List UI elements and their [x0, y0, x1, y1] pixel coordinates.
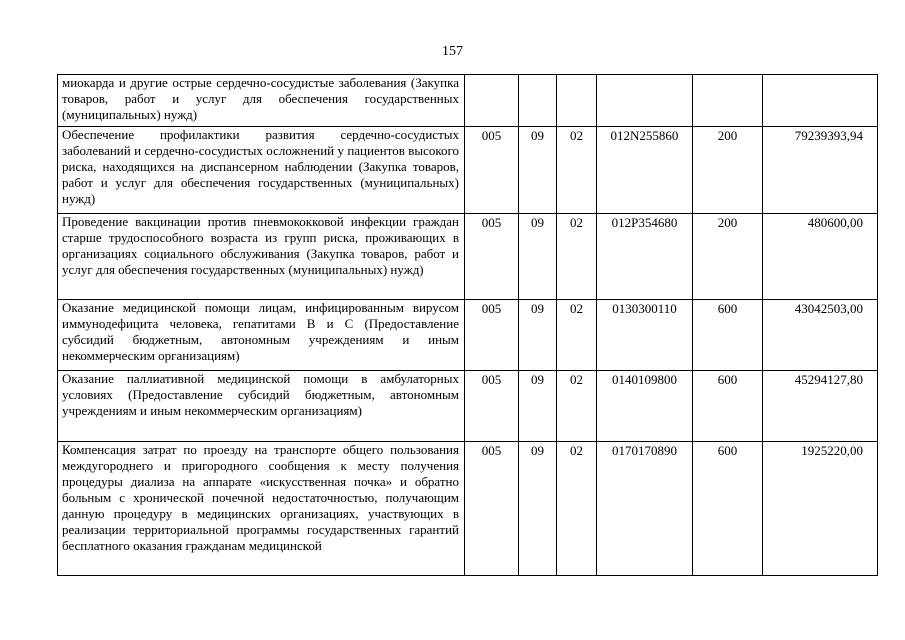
ministry-code-cell: [465, 75, 519, 127]
section-code-cell: 09: [519, 214, 557, 300]
amount-cell: 1925220,00: [763, 442, 878, 576]
subsection-code-cell: 02: [557, 371, 597, 442]
ministry-code-cell: 005: [465, 127, 519, 214]
amount-cell: [763, 75, 878, 127]
target-article-cell: 012P354680: [597, 214, 693, 300]
page-number: 157: [442, 44, 463, 59]
table-row: [58, 300, 878, 371]
ministry-code-cell: 005: [465, 442, 519, 576]
description-cell: Обеспечение профилактики развития сердечно-сосудистых заболеваний и сердечно-сосудистых осложнений у пациентов высокого риска, находящихся на диспансерном наблюдении (Закупка товаров, работ и услуг для обеспечения государственных (муниципальных) нужд): [58, 127, 465, 214]
ministry-code-cell: 005: [465, 214, 519, 300]
section-code-cell: 09: [519, 371, 557, 442]
description-cell: Проведение вакцинации против пневмококковой инфекции граждан старше трудоспособного возраста из групп риска, проживающих в организациях социального обслуживания (Закупка товаров, работ и услуг для обеспечения государственных (муниципальных) нужд): [58, 214, 465, 300]
target-article-cell: 012N255860: [597, 127, 693, 214]
subsection-code-cell: 02: [557, 214, 597, 300]
amount-cell: 45294127,80: [763, 371, 878, 442]
expense-type-cell: 600: [693, 442, 763, 576]
section-code-cell: 09: [519, 300, 557, 371]
table-row: [58, 127, 878, 214]
subsection-code-cell: 02: [557, 442, 597, 576]
ministry-code-cell: 005: [465, 371, 519, 442]
subsection-code-cell: [557, 75, 597, 127]
subsection-code-cell: 02: [557, 300, 597, 371]
section-code-cell: [519, 75, 557, 127]
description-cell: миокарда и другие острые сердечно-сосудистые заболевания (Закупка товаров, работ и услуг для обеспечения государственных (муниципальных) нужд): [58, 75, 465, 127]
target-article-cell: 0170170890: [597, 442, 693, 576]
table-row: [58, 214, 878, 300]
amount-cell: 79239393,94: [763, 127, 878, 214]
ministry-code-cell: 005: [465, 300, 519, 371]
expense-type-cell: 200: [693, 127, 763, 214]
expense-type-cell: 200: [693, 214, 763, 300]
table-row: [58, 371, 878, 442]
target-article-cell: 0130300110: [597, 300, 693, 371]
expense-type-cell: 600: [693, 371, 763, 442]
target-article-cell: [597, 75, 693, 127]
expense-type-cell: [693, 75, 763, 127]
subsection-code-cell: 02: [557, 127, 597, 214]
table-row: [58, 442, 878, 576]
amount-cell: 480600,00: [763, 214, 878, 300]
amount-cell: 43042503,00: [763, 300, 878, 371]
budget-table: [57, 74, 878, 576]
target-article-cell: 0140109800: [597, 371, 693, 442]
section-code-cell: 09: [519, 127, 557, 214]
section-code-cell: 09: [519, 442, 557, 576]
table-row: [58, 75, 878, 127]
description-cell: Оказание медицинской помощи лицам, инфицированным вирусом иммунодефицита человека, гепатитами B и C (Предоставление субсидий бюджетным, автономным учреждениям и иным некоммерческим организациям): [58, 300, 465, 371]
expense-type-cell: 600: [693, 300, 763, 371]
description-cell: Оказание паллиативной медицинской помощи в амбулаторных условиях (Предоставление субсидий бюджетным, автономным учреждениям и иным некоммерческим организациям): [58, 371, 465, 442]
description-cell: Компенсация затрат по проезду на транспорте общего пользования междугороднего и пригородного сообщения к месту получения процедуры диализа на аппарате «искусственная почка» и обратно больным с хронической почечной недостаточностью, получающим данную процедуру в медицинских организациях, участвующих в реализации территориальной программы государственных гарантий бесплатного оказания гражданам медицинской: [58, 442, 465, 576]
